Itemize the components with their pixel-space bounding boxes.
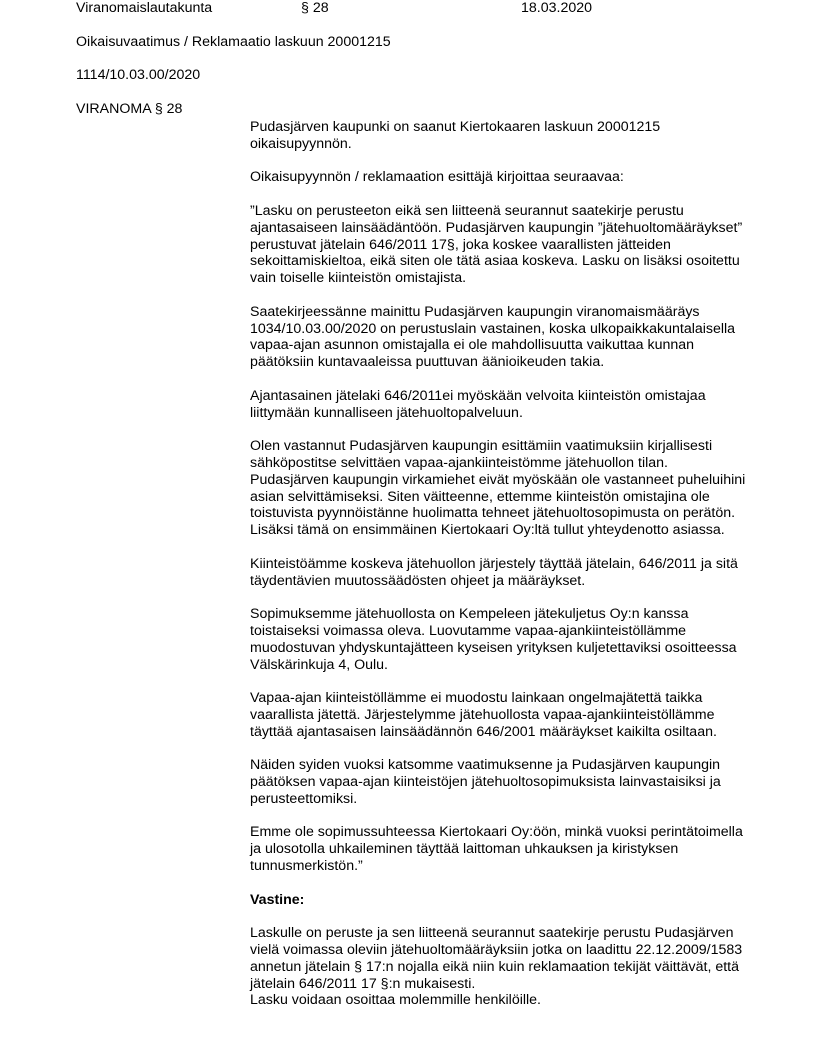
meeting-date: 18.03.2020 bbox=[521, 0, 593, 16]
body-paragraph: Sopimuksemme jätehuollosta on Kempeleen jätekuljetus Oy:n kanssa toistaiseksi voimassa oleva. Luovutamme vapaa-ajankiinteistöllämme muodostuvan yhdyskuntajätteen kyseisen yrityksen kuljetettaviksi osoitteessa Välskärinkuja 4, Oulu. bbox=[250, 606, 737, 673]
response-paragraph bbox=[250, 925, 750, 1009]
body-paragraph: Saatekirjeessänne mainittu Pudasjärven kaupungin viranomaismääräys 1034/10.03.00/2020 on perustuslain vastainen, koska ulkopaikkakuntalaisella vapaa-ajan asunnon omistajalla ei ole mahdollisuutta vaikuttaa kunnan päätöksiin kuntavaaleissa puuttuvan äänioikeuden takia. bbox=[250, 303, 736, 371]
body-paragraph: ”Lasku on perusteeton eikä sen liitteenä seurannut saatekirje perustu ajantasaiseen lainsäädäntöön. Pudasjärven kaupungin ”jätehuoltomääräykset” perustuvat jätelain 646/2011 17§, joka koskee vaarallisten jätteiden sekoittamiskieltoa, eikä siten ole tätä asiaa koskeva. Lasku on lisäksi osoitettu vain toiselle kiinteistön omistajista. bbox=[250, 202, 743, 287]
section-code: VIRANOMA § 28 bbox=[76, 101, 183, 117]
document-body bbox=[250, 119, 750, 1009]
authority-name: Viranomaislautakunta bbox=[76, 0, 213, 16]
body-paragraph: Emme ole sopimussuhteessa Kiertokaari Oy:öön, minkä vuoksi perintätoimella ja ulosotolla uhkaileminen täyttää laittoman uhkauksen ja kiristyksen tunnusmerkistön.” bbox=[250, 824, 743, 875]
body-paragraph: Oikaisupyynnön / reklamaation esittäjä kirjoittaa seuraavaa: bbox=[250, 169, 624, 186]
body-paragraph: Vapaa-ajan kiinteistöllämme ei muodostu lainkaan ongelmajätettä taikka vaarallista jätettä. Järjestelymme jätehuollosta vapaa-ajankiinteistöllämme täyttää ajantasaisen lainsäädännön 646/2001 määräykset kaikilta osiltaan. bbox=[250, 690, 717, 740]
body-paragraph: Pudasjärven kaupunki on saanut Kiertokaaren laskuun 20001215 oikaisupyynnön. bbox=[250, 119, 661, 152]
response-heading: Vastine: bbox=[250, 891, 305, 908]
body-paragraph: Näiden syiden vuoksi katsomme vaatimuksenne ja Pudasjärven kaupungin päätöksen vapaa-ajan kiinteistöjen jätehuoltosopimuksista lainvastaisiksi ja perusteettomiksi. bbox=[250, 757, 721, 807]
body-paragraph: Olen vastannut Pudasjärven kaupungin esittämiin vaatimuksiin kirjallisesti sähköpostitse selvittäen vapaa-ajankiinteistömme jätehuollon tilan. Pudasjärven kaupungin virkamiehet eivät myöskään ole vastanneet puheluihini asian selvittämiseksi. Siten väitteenne, ettemme kiinteistön omistajina ole toistuvista pyynnöistänne huolimatta tehneet jätehuoltosopimusta on perätön. Lisäksi tämä on ensimmäinen Kiertokaari Oy:ltä tullut yhteydenotto asiassa. bbox=[250, 438, 746, 539]
response-line: Laskulle on peruste ja sen liitteenä seurannut saatekirje perustu Pudasjärven vielä voimassa oleviin jätehuoltomääräyksiin jotka on laadittu 22.12.2009/1583 annetun jätelain § 17:n nojalla eikä niin kuin reklamaation tekijät väittävät, että jätelain 646/2011 17 §:n mukaisesti. bbox=[250, 925, 743, 992]
record-id: 1114/10.03.00/2020 bbox=[76, 67, 201, 83]
document-subject: Oikaisuvaatimus / Reklamaatio laskuun 20001215 bbox=[76, 34, 391, 50]
body-paragraph: Ajantasainen jätelaki 646/2011ei myöskään velvoita kiinteistön omistajaa liittymään kunnalliseen jätehuoltopalveluun. bbox=[250, 387, 706, 421]
body-paragraph: Kiinteistöämme koskeva jätehuollon järjestely täyttää jätelain, 646/2011 ja sitä täydentävien muutossäädösten ohjeet ja määräykset. bbox=[250, 555, 738, 589]
response-line: Lasku voidaan osoittaa molemmille henkilöille. bbox=[250, 992, 541, 1009]
section-number: § 28 bbox=[301, 0, 329, 16]
